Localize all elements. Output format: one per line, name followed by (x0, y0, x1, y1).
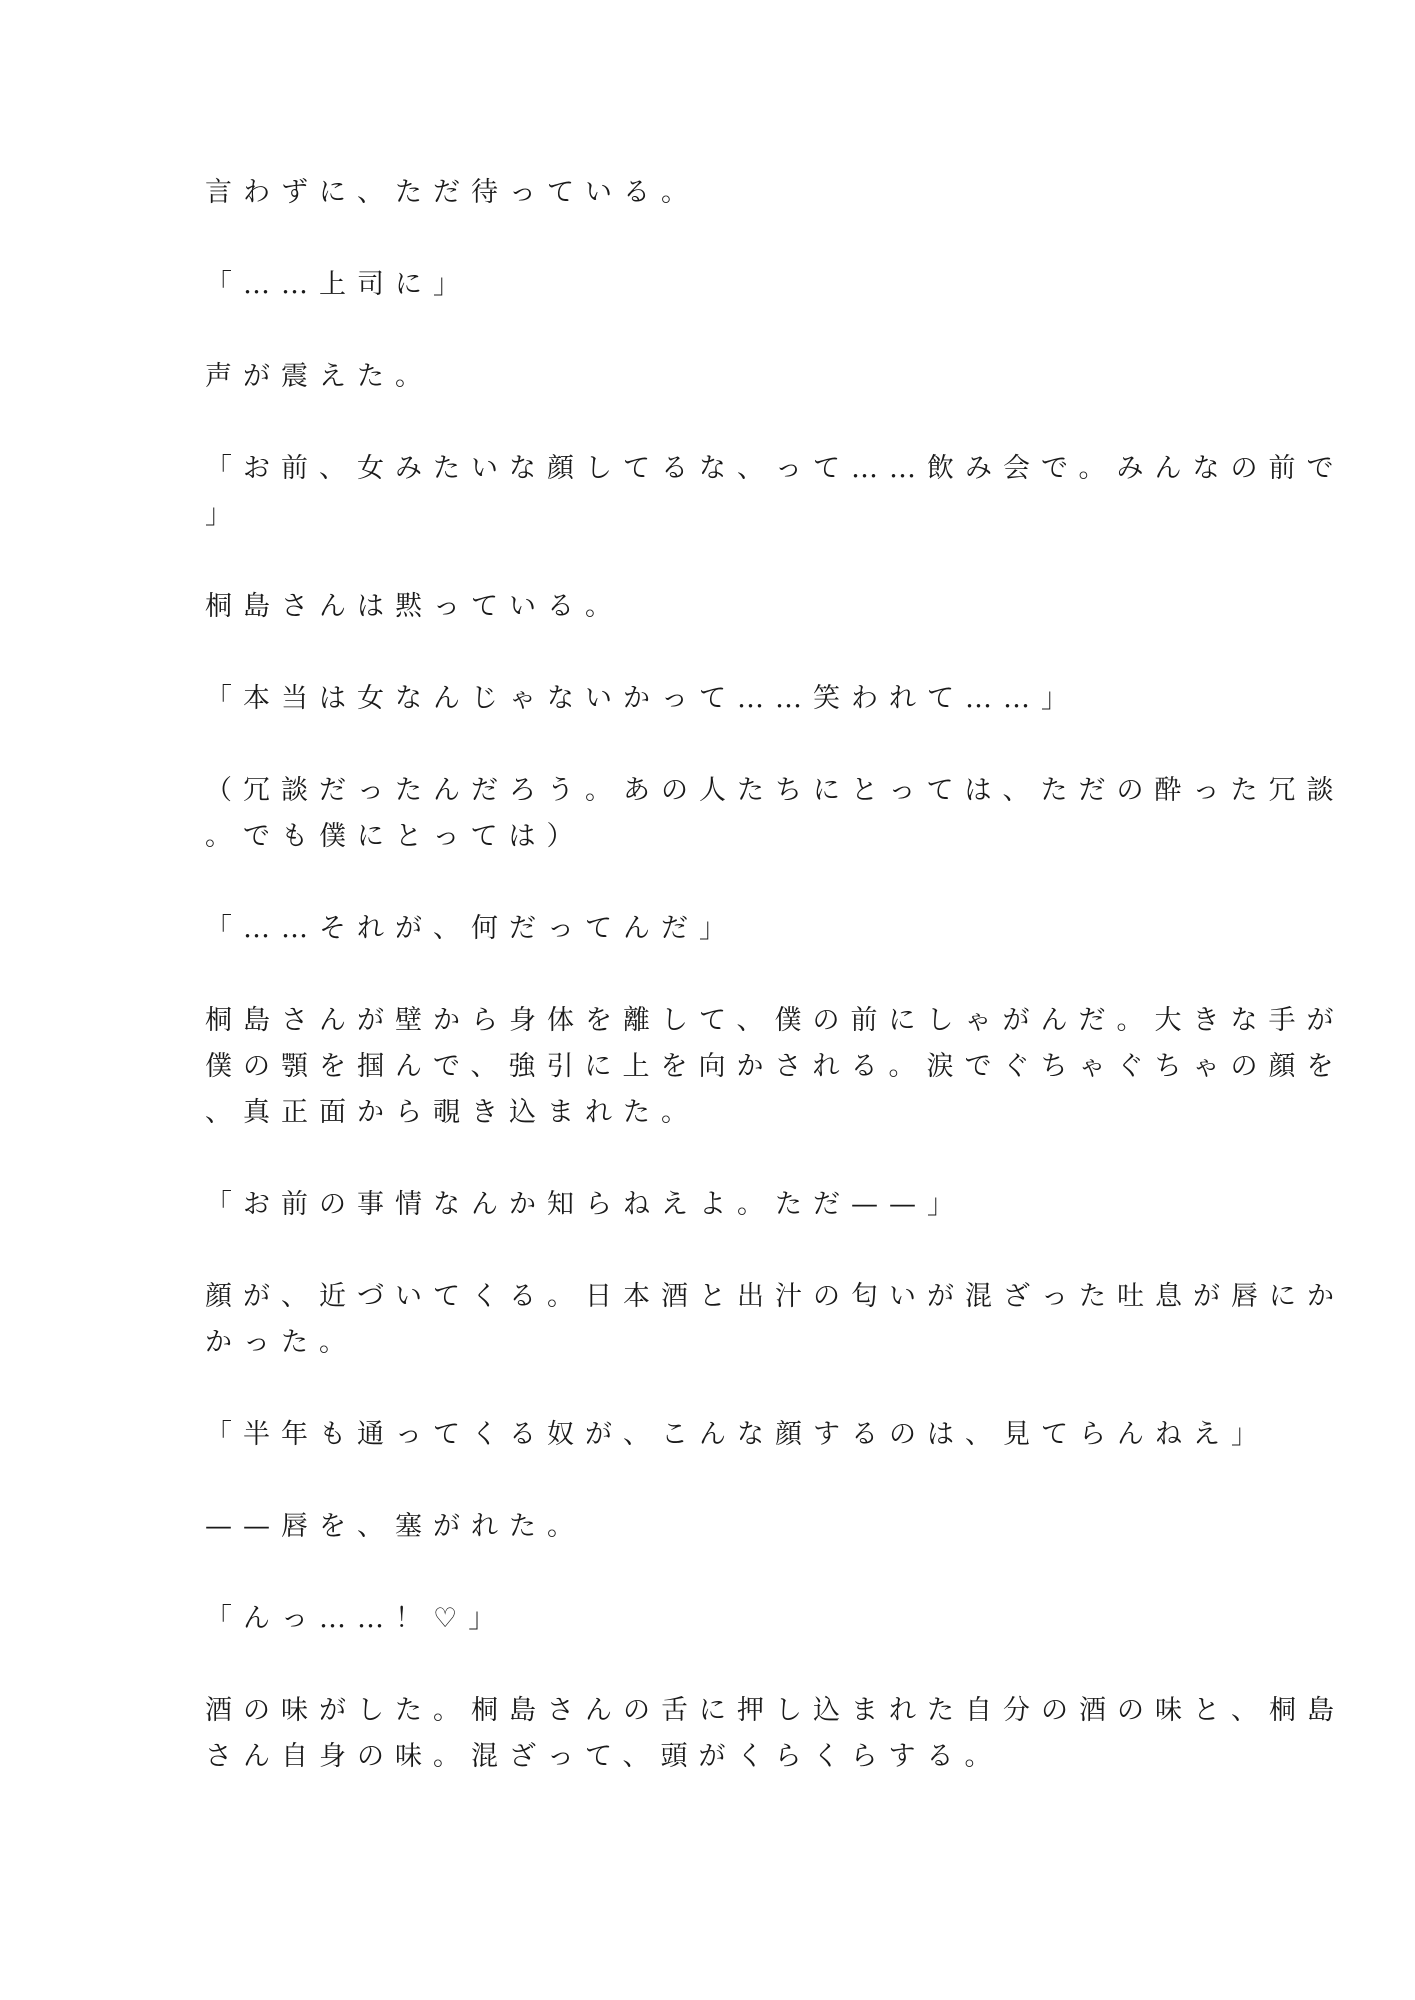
text-line: 僕の顎を掴んで、強引に上を向かされる。涙でぐちゃぐちゃの顔を (205, 1051, 1345, 1082)
text-line: 酒の味がした。桐島さんの舌に押し込まれた自分の酒の味と、桐島 (205, 1695, 1345, 1726)
blank-line (205, 308, 1205, 354)
text-line: さん自身の味。混ざって、頭がくらくらする。 (205, 1741, 1003, 1772)
text-line: ——唇を、塞がれた。 (205, 1511, 585, 1542)
blank-line (205, 538, 1205, 584)
text-line: 「……それが、何だってんだ」 (205, 913, 737, 944)
text-line: かった。 (205, 1327, 357, 1358)
text-line: 「お前、女みたいな顔してるな、って……飲み会で。みんなの前で (205, 453, 1345, 484)
text-line: 、真正面から覗き込まれた。 (205, 1097, 699, 1128)
blank-line (205, 216, 1205, 262)
blank-line (205, 952, 1205, 998)
text-line: （冗談だったんだろう。あの人たちにとっては、ただの酔った冗談 (205, 775, 1345, 806)
text-line: 顔が、近づいてくる。日本酒と出汁の匂いが混ざった吐息が唇にか (205, 1281, 1345, 1312)
blank-line (205, 860, 1205, 906)
blank-line (205, 1458, 1205, 1504)
text-line: 「んっ……！♡」 (205, 1603, 507, 1634)
text-line: 「半年も通ってくる奴が、こんな顔するのは、見てらんねえ」 (205, 1419, 1269, 1450)
blank-line (205, 1642, 1205, 1688)
blank-line (205, 400, 1205, 446)
text-line: 「お前の事情なんか知らねえよ。ただ——」 (205, 1189, 965, 1220)
text-line: 「……上司に」 (205, 269, 471, 300)
blank-line (205, 722, 1205, 768)
blank-line (205, 1550, 1205, 1596)
blank-line (205, 1228, 1205, 1274)
text-line: 。でも僕にとっては） (205, 821, 585, 852)
text-line: 」 (205, 499, 243, 530)
text-line: 声が震えた。 (205, 361, 433, 392)
blank-line (205, 1366, 1205, 1412)
blank-line (205, 1136, 1205, 1182)
text-line: 桐島さんが壁から身体を離して、僕の前にしゃがんだ。大きな手が (205, 1005, 1345, 1036)
text-line: 言わずに、ただ待っている。 (205, 177, 699, 208)
text-line: 桐島さんは黙っている。 (205, 591, 623, 622)
text-line: 「本当は女なんじゃないかって……笑われて……」 (205, 683, 1079, 714)
body-text (205, 170, 1345, 1780)
blank-line (205, 630, 1205, 676)
